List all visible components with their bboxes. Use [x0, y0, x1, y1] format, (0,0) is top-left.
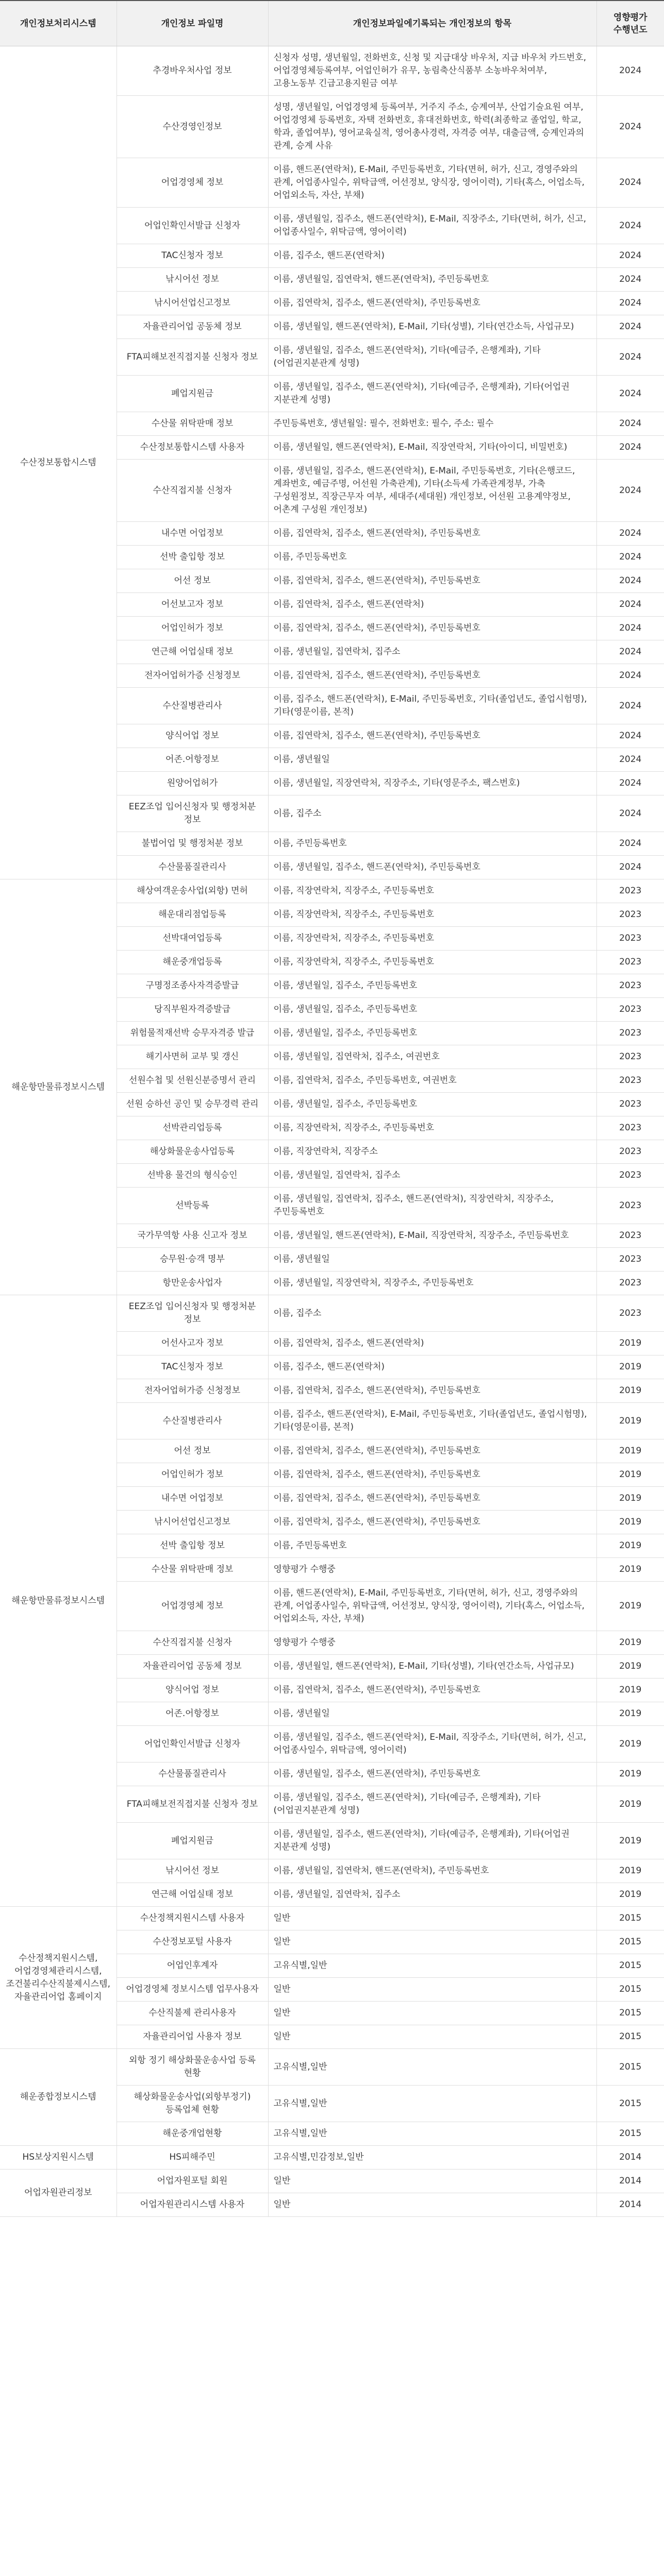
items-cell: 이름, 집연락처, 집주소, 핸드폰(연락처), 주민등록번호	[268, 1439, 596, 1463]
file-name-cell: 수산정보통합시스템 사용자	[117, 436, 268, 460]
file-name-cell: 연근해 어업실태 정보	[117, 640, 268, 664]
file-name-cell: 자율관리어업 공동체 정보	[117, 1655, 268, 1679]
items-cell: 이름, 직장연락처, 직장주소, 주민등록번호	[268, 927, 596, 951]
year-cell: 2015	[596, 1978, 664, 2002]
table-body	[0, 46, 664, 2217]
year-cell: 2024	[596, 748, 664, 772]
items-cell: 이름, 직장연락처, 직장주소, 주민등록번호	[268, 951, 596, 974]
items-cell: 이름, 집연락처, 집주소, 핸드폰(연락처)	[268, 1332, 596, 1355]
items-cell: 이름, 생년월일, 집주소, 핸드폰(연락처), 기타(예금주, 은행계좌), 기타(어업권지분관계 성명)	[268, 339, 596, 376]
items-cell: 이름, 생년월일, 핸드폰(연락처), E-Mail, 직장연락처, 기타(아이디, 비밀번호)	[268, 436, 596, 460]
items-cell: 이름, 생년월일, 집주소, 핸드폰(연락처), 기타(예금주, 은행계좌), 기타(어업권 지분관계 성명)	[268, 376, 596, 412]
items-cell: 이름, 생년월일	[268, 1702, 596, 1726]
table-header-row	[0, 1, 664, 46]
file-name-cell: 승무원·승객 명부	[117, 1248, 268, 1272]
year-cell: 2024	[596, 832, 664, 856]
items-cell: 고유식별,일반	[268, 2086, 596, 2122]
year-cell: 2024	[596, 158, 664, 208]
file-name-cell: 추경바우처사업 정보	[117, 46, 268, 96]
year-cell: 2024	[596, 46, 664, 96]
year-cell: 2023	[596, 1093, 664, 1116]
items-cell: 이름, 집연락처, 집주소, 핸드폰(연락처), 주민등록번호	[268, 1379, 596, 1403]
year-cell: 2024	[596, 460, 664, 522]
items-cell: 이름, 직장연락처, 직장주소	[268, 1140, 596, 1164]
year-cell: 2019	[596, 1463, 664, 1487]
year-cell: 2024	[596, 412, 664, 436]
file-name-cell: 어업인허가 정보	[117, 617, 268, 640]
year-cell: 2024	[596, 795, 664, 832]
header-year: 영향평가 수행년도	[596, 1, 664, 46]
year-cell: 2023	[596, 1188, 664, 1224]
year-cell: 2019	[596, 1655, 664, 1679]
year-cell: 2024	[596, 546, 664, 569]
items-cell: 이름, 생년월일, 집주소, 주민등록번호	[268, 998, 596, 1022]
items-cell: 이름, 집주소, 핸드폰(연락처), E-Mail, 주민등록번호, 기타(졸업년도, 졸업시험명), 기타(영문이름, 본적)	[268, 1403, 596, 1439]
file-name-cell: 어존.어항정보	[117, 1702, 268, 1726]
file-name-cell: 선박대여업등록	[117, 927, 268, 951]
items-cell: 이름, 집연락처, 집주소, 핸드폰(연락처), 주민등록번호	[268, 1679, 596, 1702]
year-cell: 2014	[596, 2146, 664, 2170]
year-cell: 2019	[596, 1786, 664, 1823]
items-cell: 이름, 생년월일, 집연락처, 집주소	[268, 640, 596, 664]
file-name-cell: 당직부원자격증발급	[117, 998, 268, 1022]
year-cell: 2015	[596, 2049, 664, 2086]
file-name-cell: 구명정조종사자격증발급	[117, 974, 268, 998]
file-name-cell: 해기사면허 교부 및 갱신	[117, 1045, 268, 1069]
file-name-cell: 수산직접지불 신청자	[117, 460, 268, 522]
table-row	[0, 879, 664, 903]
file-name-cell: 어선 정보	[117, 569, 268, 593]
items-cell: 이름, 집연락처, 집주소, 주민등록번호, 여권번호	[268, 1069, 596, 1093]
file-name-cell: 선박 출입항 정보	[117, 1534, 268, 1558]
items-cell: 일반	[268, 1907, 596, 1930]
items-cell: 이름, 생년월일, 집주소, 주민등록번호	[268, 974, 596, 998]
file-name-cell: 해상화물운송사업등록	[117, 1140, 268, 1164]
table-row	[0, 46, 664, 96]
year-cell: 2024	[596, 724, 664, 748]
items-cell: 이름, 직장연락처, 직장주소, 주민등록번호	[268, 1116, 596, 1140]
year-cell: 2019	[596, 1762, 664, 1786]
items-cell: 고유식별,일반	[268, 2049, 596, 2086]
table-row	[0, 2146, 664, 2170]
year-cell: 2023	[596, 1224, 664, 1248]
items-cell: 이름, 집연락처, 집주소, 핸드폰(연락처), 주민등록번호	[268, 1511, 596, 1534]
year-cell: 2015	[596, 2025, 664, 2049]
year-cell: 2024	[596, 376, 664, 412]
file-name-cell: 내수면 어업정보	[117, 522, 268, 546]
year-cell: 2024	[596, 436, 664, 460]
items-cell: 일반	[268, 1930, 596, 1954]
file-name-cell: 선원수첩 및 선원신분증명서 관리	[117, 1069, 268, 1093]
year-cell: 2019	[596, 1558, 664, 1582]
items-cell: 이름, 생년월일, 집주소, 핸드폰(연락처), 주민등록번호	[268, 1762, 596, 1786]
items-cell: 이름, 집연락처, 집주소, 핸드폰(연락처), 주민등록번호	[268, 724, 596, 748]
items-cell: 이름, 생년월일, 핸드폰(연락처), E-Mail, 기타(성별), 기타(연간소득, 사업규모)	[268, 1655, 596, 1679]
year-cell: 2023	[596, 1295, 664, 1332]
file-name-cell: 어업자원관리시스템 사용자	[117, 2193, 268, 2217]
file-name-cell: 수산직접지불 신청자	[117, 1631, 268, 1655]
items-cell: 이름, 생년월일, 핸드폰(연락처), E-Mail, 기타(성별), 기타(연간소득, 사업규모)	[268, 315, 596, 339]
file-name-cell: TAC신청자 정보	[117, 1355, 268, 1379]
items-cell: 고유식별,민감정보,일반	[268, 2146, 596, 2170]
year-cell: 2024	[596, 292, 664, 315]
file-name-cell: 위험물적재선박 승무자격증 발급	[117, 1022, 268, 1045]
year-cell: 2019	[596, 1582, 664, 1631]
file-name-cell: 수산경영인정보	[117, 96, 268, 158]
year-cell: 2023	[596, 1164, 664, 1188]
items-cell: 이름, 집연락처, 집주소, 핸드폰(연락처), 주민등록번호	[268, 1463, 596, 1487]
year-cell: 2019	[596, 1534, 664, 1558]
items-cell: 이름, 주민등록번호	[268, 546, 596, 569]
items-cell: 고유식별,일반	[268, 2122, 596, 2146]
items-cell: 일반	[268, 2025, 596, 2049]
file-name-cell: 외항 정기 해상화물운송사업 등록 현황	[117, 2049, 268, 2086]
file-name-cell: 어업인확인서발급 신청자	[117, 1726, 268, 1762]
file-name-cell: 폐업지원금	[117, 1823, 268, 1859]
file-name-cell: TAC신청자 정보	[117, 244, 268, 268]
file-name-cell: 해운중개업현황	[117, 2122, 268, 2146]
file-name-cell: 낚시어선 정보	[117, 268, 268, 292]
file-name-cell: 전자어업허가증 신청정보	[117, 1379, 268, 1403]
year-cell: 2019	[596, 1403, 664, 1439]
file-name-cell: 해운대리점업등록	[117, 903, 268, 927]
file-name-cell: 어업경영체 정보	[117, 1582, 268, 1631]
year-cell: 2019	[596, 1702, 664, 1726]
items-cell: 이름, 집주소, 핸드폰(연락처)	[268, 1355, 596, 1379]
items-cell: 이름, 집연락처, 집주소, 핸드폰(연락처), 주민등록번호	[268, 617, 596, 640]
items-cell: 이름, 직장연락처, 직장주소, 주민등록번호	[268, 879, 596, 903]
system-name-cell: 수산정책지원시스템, 어업경영체관리시스템, 조건불리수산직불제시스템, 자율관리어업 홈페이지	[0, 1907, 117, 2049]
file-name-cell: 수산물 위탁판매 정보	[117, 1558, 268, 1582]
items-cell: 이름, 주민등록번호	[268, 832, 596, 856]
items-cell: 이름, 핸드폰(연락처), E-Mail, 주민등록번호, 기타(면허, 허가, 신고, 경영주와의 관계, 어업종사일수, 위탁급액, 어선정보, 양식장, 영어이력), 기타(혹스, 어업소득, 어업외소득, 자산, 부채)	[268, 158, 596, 208]
items-cell: 성명, 생년월일, 어업경영체 등록여부, 거주지 주소, 승계여부, 산업기술요원 여부, 어업경영체 등록번호, 자택 전화번호, 휴대전화번호, 학력(최종학교 졸업일, 학교, 학과, 졸업여부), 영어교육실적, 영어총사경력, 자격증 여부, 대출금액, 승계인과의 관계, 승계 사유	[268, 96, 596, 158]
system-name-cell: HS보상지원시스템	[0, 2146, 117, 2170]
year-cell: 2023	[596, 951, 664, 974]
file-name-cell: 선박 출입항 정보	[117, 546, 268, 569]
file-name-cell: 선박등록	[117, 1188, 268, 1224]
file-name-cell: FTA피해보전직접지불 신청자 정보	[117, 339, 268, 376]
file-name-cell: 수산직불제 관리사용자	[117, 2002, 268, 2025]
file-name-cell: 불법어업 및 행정처분 정보	[117, 832, 268, 856]
year-cell: 2023	[596, 998, 664, 1022]
file-name-cell: 항만운송사업자	[117, 1272, 268, 1295]
file-name-cell: 전자어업허가증 신청정보	[117, 664, 268, 688]
items-cell: 이름, 집연락처, 집주소, 핸드폰(연락처)	[268, 593, 596, 617]
items-cell: 이름, 집연락처, 집주소, 핸드폰(연락처), 주민등록번호	[268, 569, 596, 593]
year-cell: 2024	[596, 772, 664, 795]
file-name-cell: 선원 승하선 공인 및 승무경력 관리	[117, 1093, 268, 1116]
year-cell: 2024	[596, 664, 664, 688]
file-name-cell: 국가무역항 사용 신고자 정보	[117, 1224, 268, 1248]
file-name-cell: 양식어업 정보	[117, 1679, 268, 1702]
table-row	[0, 2170, 664, 2193]
year-cell: 2015	[596, 2086, 664, 2122]
items-cell: 이름, 생년월일, 집주소, 핸드폰(연락처), 주민등록번호	[268, 856, 596, 879]
items-cell: 이름, 생년월일, 핸드폰(연락처), E-Mail, 직장연락처, 직장주소, 주민등록번호	[268, 1224, 596, 1248]
file-name-cell: HS피해주민	[117, 2146, 268, 2170]
file-name-cell: 해상화물운송사업(외항부정기) 등록업체 현황	[117, 2086, 268, 2122]
items-cell: 신청자 성명, 생년월일, 전화번호, 신청 및 지급대상 바우처, 지급 바우처 카드번호, 어업경영체등록여부, 어업인허가 유무, 농림축산식품부 소농바우처여부, 고용노동부 긴급고용지원금 여부	[268, 46, 596, 96]
file-name-cell: 자율관리어업 공동체 정보	[117, 315, 268, 339]
file-name-cell: 낚시어선업신고정보	[117, 1511, 268, 1534]
year-cell: 2019	[596, 1883, 664, 1907]
year-cell: 2024	[596, 96, 664, 158]
file-name-cell: 원양어업허가	[117, 772, 268, 795]
year-cell: 2023	[596, 1069, 664, 1093]
file-name-cell: 수산질병관리사	[117, 688, 268, 724]
items-cell: 이름, 생년월일, 집연락처, 집주소, 핸드폰(연락처), 직장연락처, 직장주소, 주민등록번호	[268, 1188, 596, 1224]
file-name-cell: FTA피해보전직접지불 신청자 정보	[117, 1786, 268, 1823]
items-cell: 이름, 생년월일, 집주소, 핸드폰(연락처), E-Mail, 직장주소, 기타(면허, 허가, 신고, 어업종사일수, 위탁금액, 영어이력)	[268, 1726, 596, 1762]
year-cell: 2024	[596, 593, 664, 617]
year-cell: 2024	[596, 617, 664, 640]
file-name-cell: 연근해 어업실태 정보	[117, 1883, 268, 1907]
system-name-cell: 어업자원관리정보	[0, 2170, 117, 2217]
year-cell: 2015	[596, 2122, 664, 2146]
file-name-cell: 폐업지원금	[117, 376, 268, 412]
items-cell: 이름, 생년월일, 집연락처, 집주소	[268, 1883, 596, 1907]
items-cell: 이름, 생년월일, 집연락처, 집주소, 여권번호	[268, 1045, 596, 1069]
header-items: 개인정보파일에기록되는 개인정보의 항목	[268, 1, 596, 46]
items-cell: 이름, 생년월일	[268, 1248, 596, 1272]
year-cell: 2019	[596, 1379, 664, 1403]
file-name-cell: 낚시어선 정보	[117, 1859, 268, 1883]
year-cell: 2024	[596, 244, 664, 268]
year-cell: 2024	[596, 339, 664, 376]
items-cell: 이름, 집연락처, 집주소, 핸드폰(연락처), 주민등록번호	[268, 522, 596, 546]
year-cell: 2023	[596, 974, 664, 998]
year-cell: 2019	[596, 1487, 664, 1511]
items-cell: 이름, 직장연락처, 직장주소, 주민등록번호	[268, 903, 596, 927]
year-cell: 2015	[596, 1954, 664, 1978]
file-name-cell: 자율관리어업 사용자 정보	[117, 2025, 268, 2049]
year-cell: 2015	[596, 1930, 664, 1954]
year-cell: 2024	[596, 315, 664, 339]
year-cell: 2023	[596, 903, 664, 927]
header-system: 개인정보처리시스템	[0, 1, 117, 46]
items-cell: 영향평가 수행중	[268, 1631, 596, 1655]
items-cell: 주민등록번호, 생년월일: 필수, 전화번호: 필수, 주소: 필수	[268, 412, 596, 436]
file-name-cell: 수산정책지원시스템 사용자	[117, 1907, 268, 1930]
file-name-cell: 수산물품질관리사	[117, 856, 268, 879]
year-cell: 2015	[596, 2002, 664, 2025]
table-row	[0, 1907, 664, 1930]
year-cell: 2023	[596, 879, 664, 903]
file-name-cell: 어존.어항정보	[117, 748, 268, 772]
year-cell: 2024	[596, 640, 664, 664]
year-cell: 2024	[596, 268, 664, 292]
year-cell: 2019	[596, 1679, 664, 1702]
items-cell: 일반	[268, 2002, 596, 2025]
file-name-cell: 어업경영체 정보	[117, 158, 268, 208]
items-cell: 이름, 생년월일	[268, 748, 596, 772]
year-cell: 2024	[596, 522, 664, 546]
file-name-cell: 어업경영체 정보시스템 업무사용자	[117, 1978, 268, 2002]
year-cell: 2019	[596, 1726, 664, 1762]
file-name-cell: 어업인허가 정보	[117, 1463, 268, 1487]
year-cell: 2024	[596, 856, 664, 879]
items-cell: 이름, 집주소	[268, 795, 596, 832]
year-cell: 2019	[596, 1631, 664, 1655]
year-cell: 2014	[596, 2193, 664, 2217]
file-name-cell: 어업인확인서발급 신청자	[117, 208, 268, 244]
items-cell: 이름, 생년월일, 직장연락처, 직장주소, 주민등록번호	[268, 1272, 596, 1295]
file-name-cell: 어선보고자 정보	[117, 593, 268, 617]
items-cell: 이름, 집주소, 핸드폰(연락처), E-Mail, 주민등록번호, 기타(졸업년도, 졸업시험명), 기타(영문이름, 본적)	[268, 688, 596, 724]
items-cell: 이름, 집주소, 핸드폰(연락처)	[268, 244, 596, 268]
file-name-cell: 수산물품질관리사	[117, 1762, 268, 1786]
file-name-cell: 어업자원포털 회원	[117, 2170, 268, 2193]
items-cell: 이름, 집연락처, 집주소, 핸드폰(연락처), 주민등록번호	[268, 292, 596, 315]
year-cell: 2015	[596, 1907, 664, 1930]
year-cell: 2019	[596, 1332, 664, 1355]
file-name-cell: 해상여객운송사업(외항) 면허	[117, 879, 268, 903]
file-name-cell: 수산물 위탁판매 정보	[117, 412, 268, 436]
file-name-cell: EEZ조업 입어신청자 및 행정처분 정보	[117, 1295, 268, 1332]
system-name-cell: 해운항만물류정보시스템	[0, 879, 117, 1295]
file-name-cell: 선박용 물건의 형식승인	[117, 1164, 268, 1188]
year-cell: 2023	[596, 927, 664, 951]
items-cell: 이름, 생년월일, 집주소, 핸드폰(연락처), E-Mail, 주민등록번호, 기타(은행코드, 계좌번호, 예금주명, 어선원 가축관계), 기타(소득세 가족관계정부, 가축 구성원정보, 직장근무자 여부, 세대주(세대원) 개인정보, 어선원 고용계약정보, 어촌계 구성원 개인정보)	[268, 460, 596, 522]
items-cell: 이름, 생년월일, 집주소, 핸드폰(연락처), E-Mail, 직장주소, 기타(면허, 허가, 신고, 어업종사일수, 위탁금액, 영어이력)	[268, 208, 596, 244]
file-name-cell: 양식어업 정보	[117, 724, 268, 748]
file-name-cell: 내수면 어업정보	[117, 1487, 268, 1511]
year-cell: 2019	[596, 1355, 664, 1379]
file-name-cell: 수산질병관리사	[117, 1403, 268, 1439]
file-name-cell: EEZ조업 입어신청자 및 행정처분 정보	[117, 795, 268, 832]
year-cell: 2019	[596, 1439, 664, 1463]
file-name-cell: 어선 정보	[117, 1439, 268, 1463]
year-cell: 2024	[596, 208, 664, 244]
items-cell: 이름, 생년월일, 집연락처, 핸드폰(연락처), 주민등록번호	[268, 268, 596, 292]
items-cell: 일반	[268, 2193, 596, 2217]
header-file-name: 개인정보 파일명	[117, 1, 268, 46]
items-cell: 이름, 생년월일, 직장연락처, 직장주소, 기타(영문주소, 팩스번호)	[268, 772, 596, 795]
file-name-cell: 해운중개업등록	[117, 951, 268, 974]
items-cell: 이름, 주민등록번호	[268, 1534, 596, 1558]
table-row	[0, 2049, 664, 2086]
file-name-cell: 선박관리업등록	[117, 1116, 268, 1140]
year-cell: 2024	[596, 569, 664, 593]
items-cell: 영향평가 수행중	[268, 1558, 596, 1582]
year-cell: 2023	[596, 1272, 664, 1295]
items-cell: 일반	[268, 2170, 596, 2193]
year-cell: 2023	[596, 1116, 664, 1140]
items-cell: 고유식별,일반	[268, 1954, 596, 1978]
items-cell: 이름, 생년월일, 집주소, 핸드폰(연락처), 기타(예금주, 은행계좌), 기타(어업권 지분관계 성명)	[268, 1823, 596, 1859]
year-cell: 2024	[596, 688, 664, 724]
year-cell: 2023	[596, 1022, 664, 1045]
items-cell: 이름, 핸드폰(연락처), E-Mail, 주민등록번호, 기타(면허, 허가, 신고, 경영주와의 관계, 어업종사일수, 위탁급액, 어선정보, 양식장, 영어이력), 기타(혹스, 어업소득, 어업외소득, 자산, 부채)	[268, 1582, 596, 1631]
items-cell: 이름, 집주소	[268, 1295, 596, 1332]
file-name-cell: 어업인후계자	[117, 1954, 268, 1978]
items-cell: 이름, 집연락처, 집주소, 핸드폰(연락처), 주민등록번호	[268, 664, 596, 688]
items-cell: 일반	[268, 1978, 596, 2002]
items-cell: 이름, 생년월일, 집주소, 주민등록번호	[268, 1022, 596, 1045]
file-name-cell: 어선사고자 정보	[117, 1332, 268, 1355]
system-name-cell: 해운종합정보시스템	[0, 2049, 117, 2146]
items-cell: 이름, 생년월일, 집연락처, 핸드폰(연락처), 주민등록번호	[268, 1859, 596, 1883]
items-cell: 이름, 생년월일, 집주소, 주민등록번호	[268, 1093, 596, 1116]
file-name-cell: 수산정보포털 사용자	[117, 1930, 268, 1954]
items-cell: 이름, 생년월일, 집주소, 핸드폰(연락처), 기타(예금주, 은행계좌), 기타(어업권지분관계 성명)	[268, 1786, 596, 1823]
year-cell: 2019	[596, 1511, 664, 1534]
system-name-cell: 해운항만물류정보시스템	[0, 1295, 117, 1907]
items-cell: 이름, 생년월일, 집연락처, 집주소	[268, 1164, 596, 1188]
year-cell: 2023	[596, 1140, 664, 1164]
year-cell: 2019	[596, 1823, 664, 1859]
year-cell: 2014	[596, 2170, 664, 2193]
table-row	[0, 1295, 664, 1332]
items-cell: 이름, 집연락처, 집주소, 핸드폰(연락처), 주민등록번호	[268, 1487, 596, 1511]
system-name-cell: 수산정보통합시스템	[0, 46, 117, 879]
file-name-cell: 낚시어선업신고정보	[117, 292, 268, 315]
year-cell: 2019	[596, 1859, 664, 1883]
year-cell: 2023	[596, 1248, 664, 1272]
year-cell: 2023	[596, 1045, 664, 1069]
